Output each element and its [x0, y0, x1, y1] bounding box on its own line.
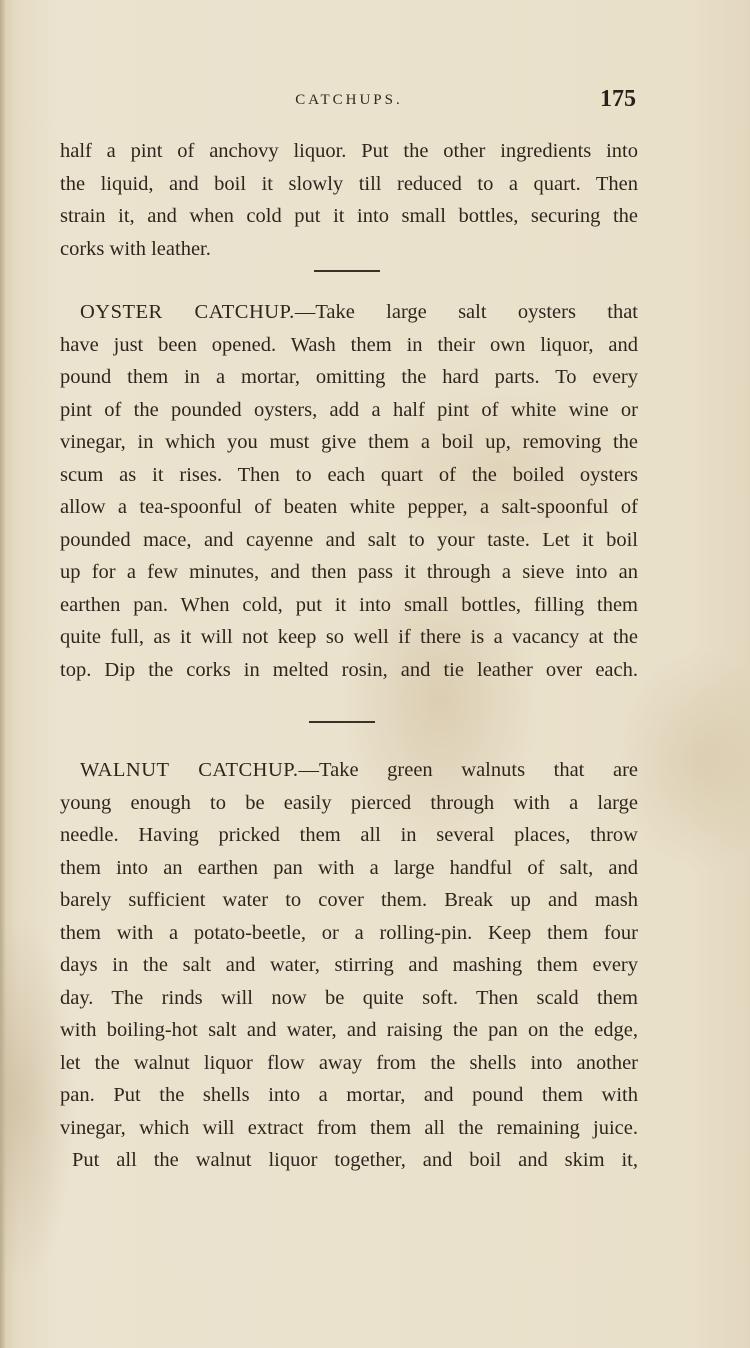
text-line: let the walnut liquor flow away from the shells into another [60, 1051, 638, 1074]
text-line: barely sufficient water to cover them. Break up and mash [60, 889, 638, 911]
recipe-heading-line [60, 754, 638, 787]
page-number: 175 [600, 86, 636, 112]
text-line: earthen pan. When cold, put it into small bottles, filling them [60, 593, 638, 616]
page-gutter-shadow [0, 0, 6, 1348]
running-head-title: CATCHUPS. [295, 92, 403, 108]
text-line: days in the salt and water, stirring and mashing them every [60, 954, 638, 976]
text-line: half a pint of anchovy liquor. Put the other ingredients into [60, 140, 638, 162]
paragraph-walnut-catchup [60, 754, 638, 1177]
text-line: vinegar, in which you must give them a boil up, removing the [60, 431, 638, 453]
text-line: corks with leather. [60, 237, 211, 260]
text-line: up for a few minutes, and then pass it through a sieve into an [60, 561, 638, 583]
running-head [60, 84, 638, 118]
text-line: them with a potato-beetle, or a rolling-pin. Keep them four [60, 921, 638, 944]
text-line: the liquid, and boil it slowly till reduced to a quart. Then [60, 172, 638, 195]
text-line: allow a tea-spoonful of beaten white pepper, a salt-spoonful of [60, 496, 638, 518]
text-line: pint of the pounded oysters, add a half pint of white wine or [60, 398, 638, 421]
text-line: pan. Put the shells into a mortar, and pound them with [60, 1084, 638, 1106]
text-line: young enough to be easily pierced through with a large [60, 791, 638, 814]
text-line: scum as it rises. Then to each quart of the boiled oysters [60, 463, 638, 486]
text-line: pounded mace, and cayenne and salt to your taste. Let it boil [60, 528, 638, 551]
text-line: have just been opened. Wash them in their own liquor, and [60, 333, 638, 356]
paragraph-oyster-catchup [60, 296, 638, 686]
text-line: vinegar, which will extract from them all the remaining juice. [60, 1116, 638, 1139]
paragraph-anchovy-end [60, 135, 638, 265]
recipe-title: OYSTER CATCHUP. [80, 301, 295, 323]
recipe-title: WALNUT CATCHUP. [80, 759, 299, 781]
text-line: them into an earthen pan with a large handful of salt, and [60, 856, 638, 879]
text-line: strain it, and when cold put it into small bottles, securing the [60, 205, 638, 227]
text-line: quite full, as it will not keep so well if there is a vacancy at the [60, 626, 638, 648]
text-line: top. Dip the corks in melted rosin, and tie leather over each. [60, 658, 638, 681]
recipe-title-continuation: —Take green walnuts that are [298, 759, 638, 781]
text-line: with boiling-hot salt and water, and raising the pan on the edge, [60, 1019, 638, 1041]
recipe-title-continuation: —Take large salt oysters that [294, 301, 638, 323]
section-divider [314, 270, 380, 272]
text-line: day. The rinds will now be quite soft. Then scald them [60, 986, 638, 1009]
text-line: pound them in a mortar, omitting the hard parts. To every [60, 366, 638, 388]
section-divider [309, 721, 375, 723]
text-line: needle. Having pricked them all in several places, throw [60, 824, 638, 846]
text-line: Put all the walnut liquor together, and boil and skim it, [72, 1149, 638, 1171]
recipe-heading-line [60, 296, 638, 329]
